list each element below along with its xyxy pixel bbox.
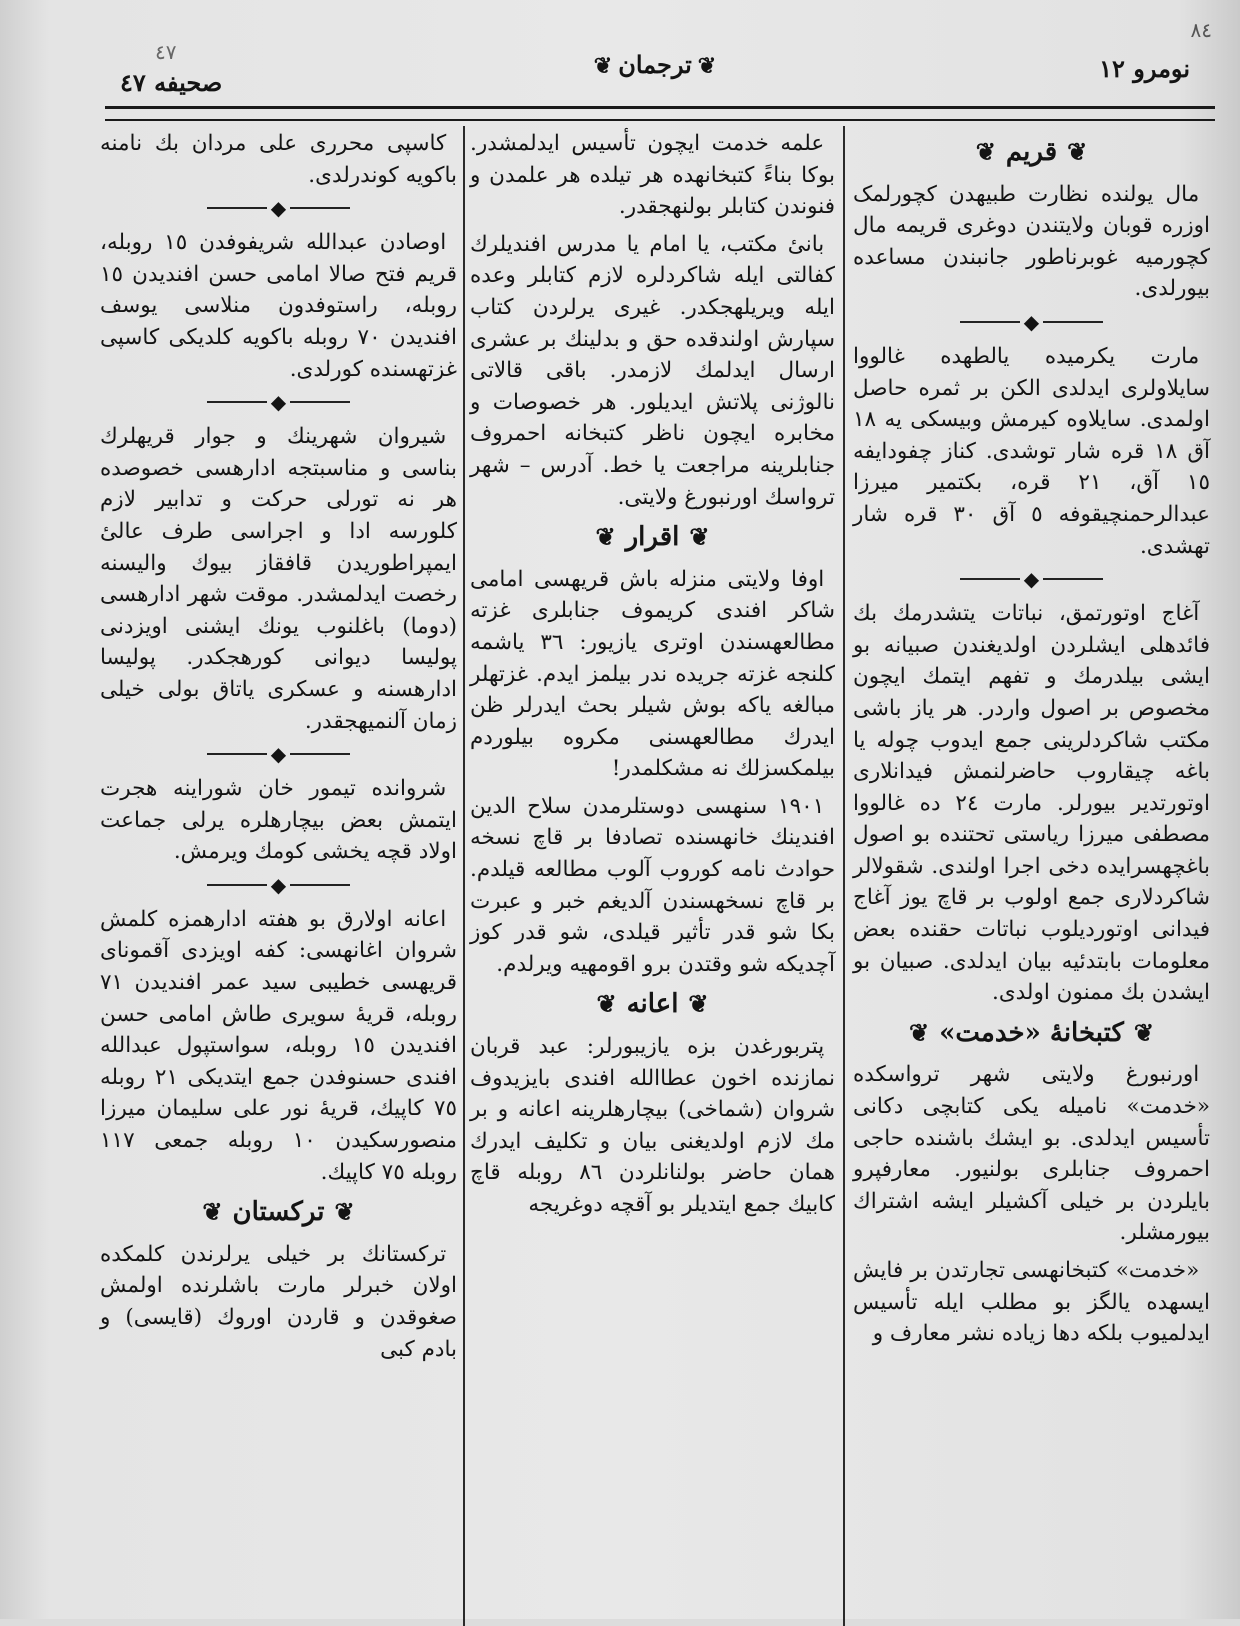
diamond-icon: ◆	[270, 196, 287, 221]
column-middle	[470, 128, 835, 1599]
newspaper-title: ❦ ترجمان ❦	[588, 50, 722, 79]
section-heading: ❦قریم❦	[975, 137, 1088, 167]
corner-scrawl: ٤٧	[155, 40, 177, 64]
separator-ornament	[100, 872, 457, 897]
article-paragraph: مال یولنده نظارت طبیهدن کچورلمک اوزره قوبان ولایتندن دوغری قریمه مال کچورمیه غوبرناطور جانبندن مساعده بیورلدی.	[853, 181, 1210, 302]
article-paragraph: اعانه اولارق بو هفته ادارهمزه کلمش شروان اغانهسی: کفه اویزدی آقمونای قریهسی خطیبی سید عمر افندیدن ٧١ روبله، قریهٔ سویری طاش امامی حسن افندیدن ١٥ روبله، سواستپول عبدالله افندی حسنوفدن جمع ایتدیکی ٢١ روبله ٧٥ کاپیك، قریهٔ نور علی سلیمان میرزا منصورسکیدن ١٠ روبله جمعی ١١٧ روبله ٧٥ کاپیك.	[100, 906, 458, 1185]
ornament-icon: ❦	[595, 522, 616, 552]
diamond-icon: ◆	[270, 742, 287, 767]
ornament-icon: ❦	[334, 1197, 355, 1227]
ornament-icon: ❦	[689, 522, 710, 552]
page-number: صحیفه ٤٧	[120, 68, 223, 97]
diamond-icon: ◆	[1023, 567, 1040, 592]
ornament-icon: ❦	[975, 137, 996, 166]
article-paragraph: شیروان شهرینك و جوار قریهلرك بناسی و مناسبتجه ادارهسی خصوصده هر نه تورلی حرکت و تدابیر لازم کلورسه ادا و اجراسی طرف عالیٔ ایمپراطوریدن قافقاز بیوك والیسنه رخصت ایدلمشدر. موقت شهر ادارهسی (دوما) باغلنوب یونك ایشنی اویزدنی پولیسا دیوانی کورهجکدر. پولیسا ادارهسنه و عسکری یاتاق بولی خیلی زمان آلنمیهجقدر.	[100, 424, 457, 734]
diamond-icon: ◆	[1023, 309, 1040, 334]
ornament-icon: ❦	[202, 1197, 223, 1227]
section-heading: ❦اعانه❦	[596, 989, 709, 1020]
separator-ornament	[100, 196, 457, 221]
separator-ornament	[853, 567, 1210, 592]
article-paragraph: شروانده تیمور خان شوراینه هجرت ایتمش بعض بیچارهلره یرلی جماعت اولاد قچه یخشی کومك ویرمش.	[100, 776, 457, 865]
ornament-icon: ❦	[596, 989, 617, 1019]
column-left	[100, 128, 457, 1599]
ornament-icon: ❦	[688, 989, 709, 1019]
article-paragraph: پتربورغدن بزه یازیبورلر: عبد قربان نمازنده اخون عطاالله افندی بایزیدوف شروان (شماخی) بیچارهلرینه اعانه و بر مك لازم اولدیغنی بیان و تکلیف ایدرك همان حاضر بولنانلردن ٨٦ روبله قاچ کابیك جمع ایتدیلر بو آقچه دوغریجه	[470, 1034, 835, 1217]
column-right	[853, 128, 1210, 1599]
section-heading: ❦اقرار❦	[595, 522, 710, 553]
ornament-icon: ❦	[1067, 137, 1088, 166]
section-heading: ❦کتبخانهٔ «خدمت»❦	[909, 1017, 1154, 1048]
article-paragraph: «خدمت» کتبخانهسی تجارتدن بر فایش ایسهده یالگز بو مطلب ایله تأسیس ایدلمیوب بلکه دها زیاده نشر معارف و	[853, 1258, 1210, 1347]
article-paragraph: ترکستانك بر خیلی یرلرندن کلمکده اولان خبرلر مارت باشلرنده اولمش صغوقدن و قاردن اوروك (قایسی) و بادم کبی	[100, 1241, 457, 1362]
masthead	[100, 48, 1210, 103]
article-paragraph: علمه خدمت ایچون تأسیس ایدلمشدر. بوکا بناءً کتبخانهده هر تیلده هر علمدن و فنوندن کتابلر بولنهجقدر.	[470, 131, 835, 220]
separator-ornament	[100, 742, 457, 767]
article-paragraph: آغاج اوتورتمق، نباتات یتشدرمك بك فائدهلی ایشلردن اولدیغندن صبیانه بو ایشی بیلدرمك و تفهم ایتمك ایچون مخصوص بر اصول واردر. هر یاز باشی مکتب شاکردلرینی جمع ایدوب چوله یا باغه چیقاروب حاضرلنمش فیدانلاری اوتورتدیر بیورلر. مارت ٢٤ ده غالووا مصطفی میرزا ریاستی تحتنده بو اصول باغچهسرایده دخی اجرا اولندی. شقولالر شاکردلاری جمع اولوب بر قاچ یوز آغاج فیدانی اوتوردیلوب نباتات حقنده بعض معلومات بابتدئیه بیان ایدلدی. صبیان بو ایشدن بك ممنون اولدی.	[853, 601, 1210, 1006]
corner-number: ٨٤	[1190, 18, 1212, 42]
column-divider	[843, 126, 845, 1626]
ornament-icon: ❦	[909, 1017, 930, 1047]
ornament-icon: ❦	[1133, 1017, 1154, 1047]
diamond-icon: ◆	[270, 390, 287, 415]
article-paragraph: مارت یکرمیده یالطهده غالووا سایلاولری ایدلدی الکن بر ثمره حاصل اولمدی. سایلاوه کیرمش وبیسکی یه ١٨ آق ١٨ قره شار توشدی. کناز چفودایفه ١٥ آق، ٢١ قره، بکتمیر میرزا عبدالرحمنچیقوفه ٥ آق ٣٠ قره شار تهشدی.	[853, 343, 1210, 559]
article-paragraph: اورنبورغ ولایتی شهر ترواسکده «خدمت» نامیله یکی کتابچی دکانی تأسیس ایدلدی. بو ایشك باشنده حاجی احمروف جنابلری بولنیور. معارفپرو بایلردن بر خیلی آکشیلر ایشه اشتراك بیورمشلر.	[853, 1062, 1210, 1246]
diamond-icon: ◆	[270, 872, 287, 897]
article-paragraph: ١٩٠١ سنهسی دوستلرمدن سلاح الدین افندینك خانهسنده تصادفا بر قاچ نسخه حوادث نامه کوروب آلوب مطالعه قیلدم. بر قاچ نسخهسندن آلدیغم خبر و عبرت بکا شو قدر تأثیر قیلدی، شو قدر کوز آچدیکه شو وقتدن برو اقومهیه ویرلدم.	[470, 793, 835, 977]
separator-ornament	[100, 390, 457, 415]
article-paragraph: اوفا ولایتی منزله باش قریهسی امامی شاکر افندی کریموف جنابلری غزته مطالعهسندن اوتری یازیور: ٣٦ یاشمه کلنجه غزته جریده ندر بیلمز ایدم. غزتهلر مبالغه یاکه بوش شیلر بحث ایدرلر ظن ایدرك مطالعهسنی مکروه بیلوردم بیلمکسزلك نه مشکلمدر!	[470, 566, 836, 782]
article-paragraph: اوصادن عبدالله شریفوفدن ١٥ روبله، قریم فتح صالا امامی حسن افندیدن ١٥ روبله، راستوفدون منلاسی یوسف افندیدن ٧٠ روبله باکویه کلدیکی کاسپی غزتهسنده کورلدی.	[100, 230, 458, 382]
header-rule	[105, 106, 1215, 121]
issue-number: نومرو ۱۲	[1099, 54, 1190, 83]
separator-ornament	[853, 309, 1210, 334]
section-heading: ❦ترکستان❦	[202, 1197, 355, 1228]
article-paragraph: کاسپی محرری علی مردان بك نامنه باکویه کوندرلدی.	[100, 131, 457, 188]
article-paragraph: بانیٔ مکتب، یا امام یا مدرس افندیلرك کفالتی ایله شاکردلره لازم کتابلر وعده ایله ویریلهجکدر. غیری یرلردن کتاب سپارش اولندقده حق و بدلینك بر عشری ارسال ایدلمك لازمدر. باقی قالاتی نالوژنی پلاتش ایدیلور. هر خصوصات و مخابره ایچون ناظر کتبخانه احمروف جنابلرینه مراجعت یا خط. آدرس – شهر ترواسك اورنبورغ ولایتی.	[470, 231, 835, 510]
column-divider	[463, 126, 465, 1626]
